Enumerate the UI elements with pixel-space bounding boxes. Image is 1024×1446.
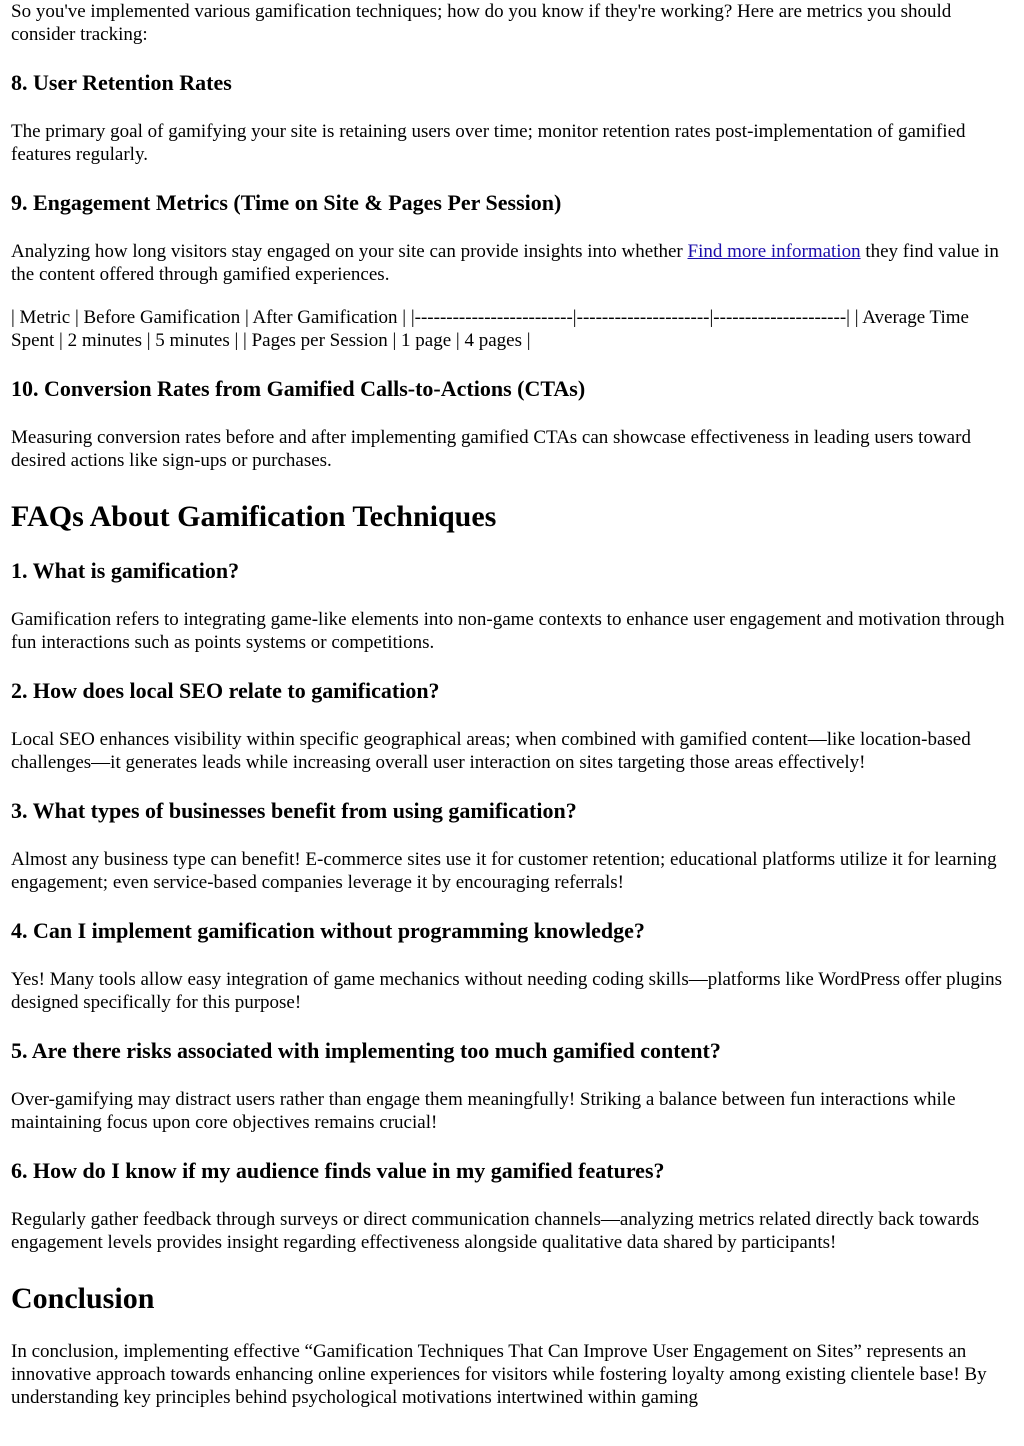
conclusion-body: In conclusion, implementing effective “Gamification Techniques That Can Improve User Engagement on Sites” represents an innovative approach towards enhancing online experiences for visitors while fostering loyalty among existing clientele base! By understanding key principles behind psychological motivations intertwined within gaming [11,1341,987,1408]
faq-question-2: 2. How does local SEO relate to gamification? [11,678,440,703]
metric-heading-engagement: 9. Engagement Metrics (Time on Site & Pages Per Session) [11,190,562,215]
faq-answer-1: Gamification refers to integrating game-like elements into non-game contexts to enhance user engagement and motivation through fun interactions such as points systems or competitions. [11,609,1005,653]
faq-answer-3: Almost any business type can benefit! E-commerce sites use it for customer retention; educational platforms utilize it for learning engagement; even service-based companies leverage it by encouraging referrals! [11,849,997,893]
engagement-text-after-link: they find value in the content offered through gamified experiences. [11,241,999,285]
find-more-information-link[interactable]: Find more information [687,241,861,262]
faq-title: FAQs About Gamification Techniques [11,500,497,533]
faq-question-4: 4. Can I implement gamification without programming knowledge? [11,918,645,943]
faq-question-3: 3. What types of businesses benefit from using gamification? [11,798,577,823]
faq-question-5: 5. Are there risks associated with implementing too much gamified content? [11,1038,721,1063]
faq-answer-4: Yes! Many tools allow easy integration of game mechanics without needing coding skills—platforms like WordPress offer plugins designed specifically for this purpose! [11,969,1003,1013]
intro-paragraph: So you've implemented various gamification techniques; how do you know if they're working? Here are metrics you should consider tracking: [11,1,952,45]
engagement-text-before-link: Analyzing how long visitors stay engaged on your site can provide insights into whether [11,241,688,262]
metric-heading-retention: 8. User Retention Rates [11,70,232,95]
metric-heading-conversion: 10. Conversion Rates from Gamified Calls-to-Actions (CTAs) [11,376,586,401]
faq-answer-2: Local SEO enhances visibility within specific geographical areas; when combined with gamified content—like location-based challenges—it generates leads while increasing overall user interaction on sites targeting those areas effectively! [11,729,971,773]
faq-question-1: 1. What is gamification? [11,558,240,583]
conclusion-title: Conclusion [11,1282,155,1315]
metric-body-conversion: Measuring conversion rates before and after implementing gamified CTAs can showcase effectiveness in leading users toward desired actions like sign-ups or purchases. [11,427,971,471]
metric-body-retention: The primary goal of gamifying your site is retaining users over time; monitor retention rates post-implementation of gamified features regularly. [11,121,966,165]
faq-answer-6: Regularly gather feedback through surveys or direct communication channels—analyzing metrics related directly back towards engagement levels provides insight regarding effectiveness alongside qualitative data shared by participants! [11,1209,980,1253]
faq-question-6: 6. How do I know if my audience finds value in my gamified features? [11,1158,665,1183]
metric-body-engagement [11,240,1016,286]
metrics-table-text: | Metric | Before Gamification | After Gamification | |-------------------------|---------------------|---------------------| | Average Time Spent | 2 minutes | 5 minutes | | Pages per Session | 1 page | 4 pages | [11,307,969,351]
faq-answer-5: Over-gamifying may distract users rather than engage them meaningfully! Striking a balance between fun interactions while maintaining focus upon core objectives remains crucial! [11,1089,956,1133]
